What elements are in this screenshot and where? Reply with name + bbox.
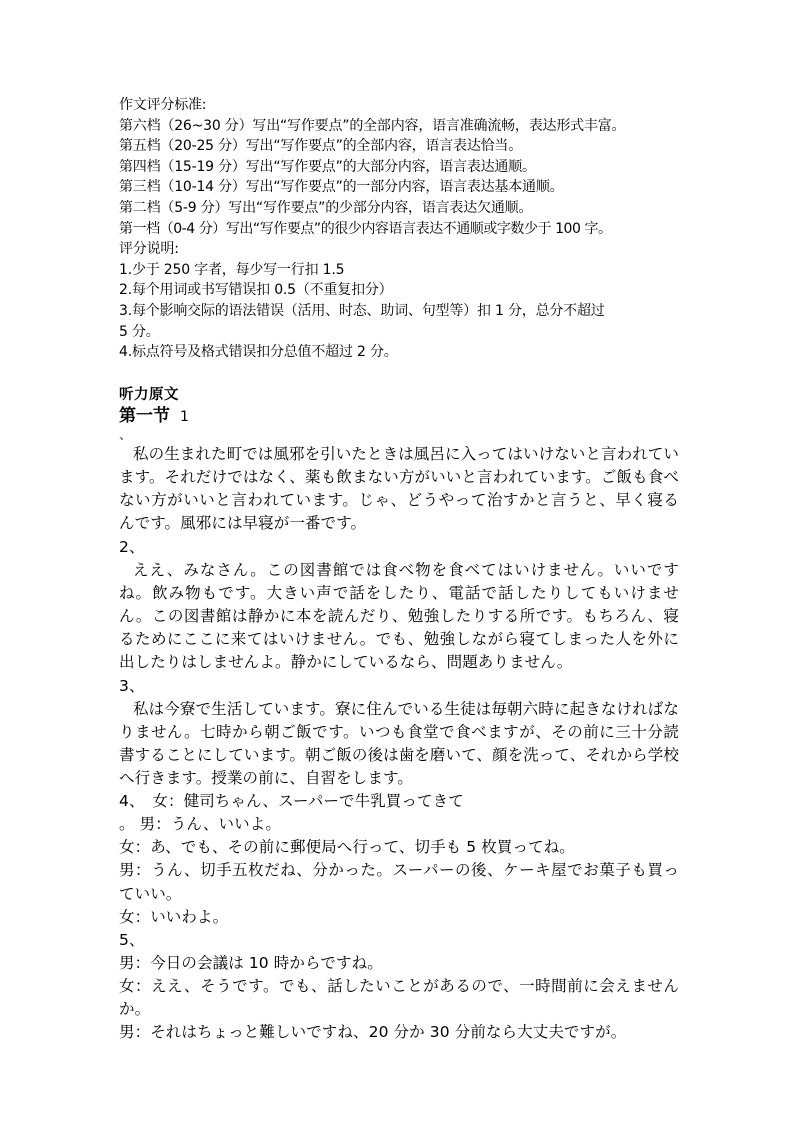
speaker-text: 今日の会議は 10 時からですね。 (150, 953, 383, 972)
scoring-note-1: 1.少于 250 字者，每少写一行扣 1.5 (119, 261, 345, 278)
item-1-text: 私の生まれた町では風邪を引いたときは風呂に入ってはいけないと言われています。それだけではなく、薬も飲まない方がいいと言われています。ご飯も食べない方がいいと言われています。じゃ、どうやって治すかと言うと、早く寝るんです。風邪には早寝が一番です。 (119, 444, 680, 533)
item-5-marker: 5、 (119, 930, 145, 949)
item-4-line-2 (119, 859, 679, 905)
speaker-label: 女： (119, 976, 152, 995)
item-4-line-3 (119, 906, 679, 929)
item-4-second-line: 。 男：うん、いいよ。 (119, 815, 281, 834)
item-2-text: ええ、みなさん。この図書館では食べ物を食べてはいけません。いいですね。飲み物もです。大きい声で話をしたり、電話で話したりしてもいけません。この図書館は静かに本を読んだり、勉強したりする所です。もちろん、寝るためにここに来てはいけません。でも、勉強しながら寝てしまった人を外に出したりはしませんよ。静かにしているなら、問題ありません。 (119, 560, 679, 672)
scoring-title: 作文评分标准: (119, 97, 207, 113)
item-5-line-1 (119, 952, 679, 975)
scoring-note-2: 2.每个用词或书写错误扣 0.5（不重复扣分） (119, 282, 393, 299)
item-1-marker: 、 (119, 427, 133, 443)
scoring-tier-2: 第二档（5-9 分）写出“写作要点”的少部分内容，语言表达欠通顺。 (119, 199, 533, 216)
section-heading (119, 405, 679, 428)
speaker-text: いいわよ。 (150, 907, 229, 926)
speaker-text: ええ、そうです。でも、話したいことがあるので、一時間前に会えませんか。 (119, 976, 679, 1018)
item-4-first-line: 4、 女：健司ちゃん、スーパーで牛乳買ってきて (119, 792, 464, 811)
scoring-note-3: 3.每个影响交际的语法错误（活用、时态、助词、句型等）扣 1 分，总分不超过 (119, 302, 605, 319)
speaker-label: 女： (119, 907, 151, 926)
speaker-label: 女： (119, 838, 151, 857)
document-page (119, 95, 679, 1044)
listening-title: 听力原文 (119, 386, 179, 403)
scoring-note-4: 4.标点符号及格式错误扣分总值不超过 2 分。 (119, 344, 398, 361)
item-3-marker: 3、 (119, 676, 145, 695)
speaker-label: 男： (119, 953, 151, 972)
section-label: 第一节 (119, 405, 170, 426)
scoring-tier-5: 第五档（20-25 分）写出“写作要点”的全部内容，语言表达恰当。 (119, 138, 523, 155)
item-5-line-2 (119, 975, 679, 1021)
section-number: 1 (180, 408, 189, 425)
scoring-note-3-cont: 5 分。 (119, 323, 160, 340)
speaker-text: あ、でも、その前に郵便局へ行って、切手も 5 枚買ってね。 (150, 838, 575, 857)
item-5-line-3 (119, 1021, 679, 1044)
item-3-text: 私は今寮で生活しています。寮に住んでいる生徒は毎朝六時に起きなければなりません。七時から朝ご飯です。いつも食堂で食べますが、その前に三十分読書することにしています。朝ご飯の後は歯を磨いて、顔を洗って、それから学校へ行きます。授業の前に、自習をします。 (119, 699, 679, 788)
scoring-tier-1: 第一档（0-4 分）写出“写作要点”的很少内容语言表达不通顺或字数少于 100 字。 (119, 220, 612, 237)
scoring-notes-title: 评分说明: (119, 241, 179, 258)
item-2-marker: 2、 (119, 537, 145, 556)
speaker-text: それはちょっと難しいですね、20 分か 30 分前なら大丈夫ですが。 (150, 1023, 627, 1042)
scoring-tier-6: 第六档（26~30 分）写出“写作要点”的全部内容，语言准确流畅，表达形式丰富。 (119, 117, 626, 134)
speaker-text: うん、切手五枚だね、分かった。スーパーの後、ケーキ屋でお菓子も買っていい。 (119, 861, 679, 903)
speaker-label: 男： (119, 1023, 151, 1042)
scoring-tier-3: 第三档（10-14 分）写出“写作要点”的一部分内容，语言表达基本通顺。 (119, 179, 564, 196)
item-4-line-1 (119, 836, 679, 859)
speaker-label: 男： (119, 861, 152, 880)
scoring-tier-4: 第四档（15-19 分）写出“写作要点”的大部分内容，语言表达通顺。 (119, 158, 536, 175)
